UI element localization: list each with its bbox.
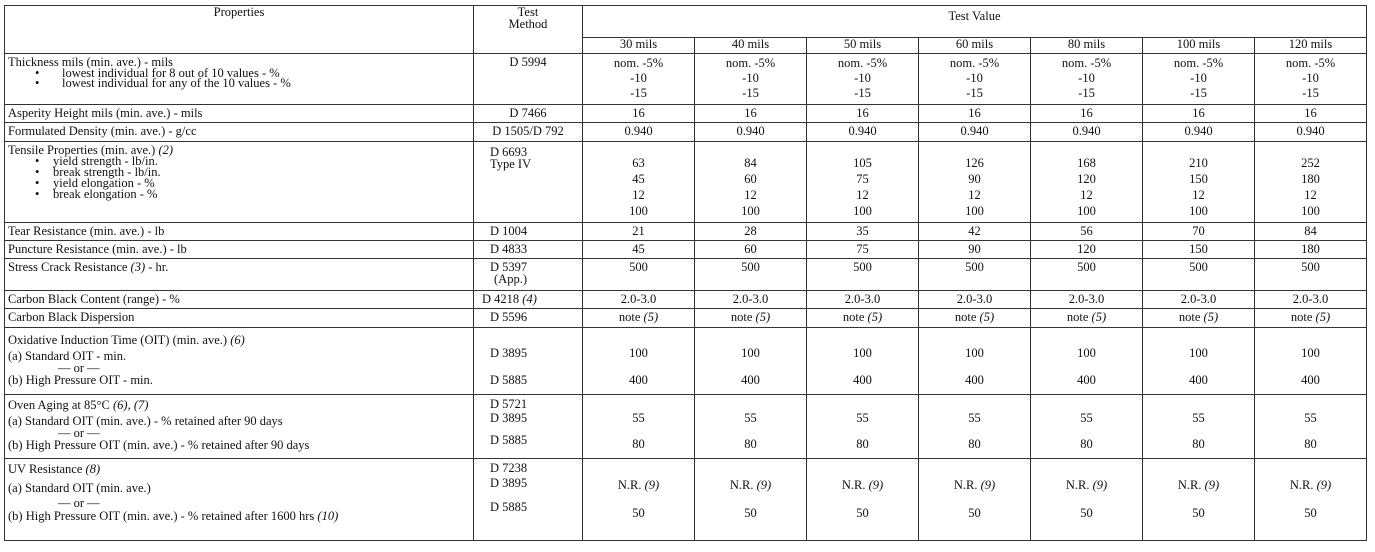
property-line: (a) Standard OIT - min. [8,349,127,363]
test-value: 500 [807,259,919,291]
or-separator: — or — [58,496,100,510]
bullet-icon: • [35,66,40,80]
footnote-ref: (4) [522,292,537,306]
test-value: 60 [744,172,757,186]
test-value: -10 [1190,71,1207,85]
test-value: 16 [1255,105,1367,123]
test-value: 55 [856,411,869,425]
test-value-cell [1031,395,1143,459]
test-value: -10 [854,71,871,85]
bullet-icon: • [35,76,40,90]
test-value: 80 [1304,437,1317,451]
test-value: 100 [629,204,648,218]
test-value: 75 [856,172,869,186]
property-title: Asperity Height mils (min. ave.) - mils [5,105,474,123]
test-value-cell [919,459,1031,541]
test-value: -15 [1190,86,1207,100]
test-value: 210 [1189,156,1208,170]
test-value: 100 [1189,346,1208,360]
table-row-carbon-black-content [5,291,1367,309]
test-value: -10 [1078,71,1095,85]
table-row-carbon-black-dispersion [5,309,1367,328]
test-value: 100 [853,204,872,218]
property-line: (b) High Pressure OIT (min. ave.) - % retained after 90 days [8,438,310,452]
property-title: Tear Resistance (min. ave.) - lb [5,223,474,241]
header-thickness-60: 60 mils [919,38,1031,54]
test-method: D 1004 [474,223,583,241]
property-bullet: break elongation - % [53,187,158,201]
test-value: 50 [1304,506,1317,520]
property-unit: - hr. [148,260,169,274]
test-value-cell [807,142,919,223]
test-value: 100 [853,346,872,360]
test-value: 55 [968,411,981,425]
test-value: N.R. [1289,478,1314,492]
property-bullet: lowest individual for any of the 10 values - % [62,76,291,90]
test-value: nom. -5% [949,56,1000,70]
test-value: 100 [965,204,984,218]
property-line: (a) Standard OIT (min. ave.) - % retained after 90 days [8,414,283,428]
test-value-cell [1255,395,1367,459]
footnote-ref: (9) [1092,478,1108,492]
test-method: D 4218 [482,292,520,306]
test-method-cell [474,259,583,291]
test-value: note [1066,310,1089,324]
property-line: (b) High Pressure OIT (min. ave.) - % retained after 1600 hrs [8,509,315,523]
property-title: UV Resistance [8,462,83,476]
test-value: 56 [1031,223,1143,241]
test-value: 84 [1255,223,1367,241]
test-value: -15 [630,86,647,100]
test-value: 400 [1189,373,1208,387]
test-value: 50 [744,506,757,520]
or-separator: — or — [58,361,100,375]
test-value: N.R. [841,478,866,492]
test-value-cell [583,328,695,395]
test-method: D 3895 [490,346,528,360]
test-value-cell [695,142,807,223]
test-value: 42 [919,223,1031,241]
test-value: N.R. [1177,478,1202,492]
test-value: 400 [1301,373,1320,387]
test-value-cell [1143,142,1255,223]
test-value-cell [1255,54,1367,105]
test-value: 120 [1077,172,1096,186]
test-value: 100 [1189,204,1208,218]
test-value: 0.940 [583,123,695,142]
header-test-method: Test Method [474,6,583,54]
header-thickness-100: 100 mils [1143,38,1255,54]
test-method: D 5885 [490,433,528,447]
test-value: 55 [744,411,757,425]
test-value: 105 [853,156,872,170]
test-value-cell [695,54,807,105]
test-value: 500 [1255,259,1367,291]
test-value: -10 [630,71,647,85]
test-value-cell [919,395,1031,459]
test-value: 35 [807,223,919,241]
property-title: Tensile Properties (min. ave.) [8,143,156,157]
footnote-ref: (9) [1204,478,1220,492]
test-value: N.R. [729,478,754,492]
test-value: -15 [854,86,871,100]
table-row-density [5,123,1367,142]
property-title: Puncture Resistance (min. ave.) - lb [5,241,474,259]
test-value: -10 [966,71,983,85]
test-value: 50 [1080,506,1093,520]
test-value: 16 [583,105,695,123]
test-value-cell [919,309,1031,328]
header-thickness-120: 120 mils [1255,38,1367,54]
test-method: D 1505/D 792 [474,123,583,142]
test-method: D 5596 [474,309,583,328]
test-value: -15 [1302,86,1319,100]
test-value: 55 [632,411,645,425]
property-title: Oven Aging at 85°C [8,398,110,412]
test-value-cell [583,54,695,105]
test-value: 500 [1143,259,1255,291]
test-value: 80 [1192,437,1205,451]
footnote-ref: (9) [756,478,772,492]
test-value: 50 [968,506,981,520]
footnote-ref: (9) [1316,478,1332,492]
table-row-stress-crack [5,259,1367,291]
test-value-cell [1143,459,1255,541]
footnote-ref: (5) [867,310,883,324]
table-row-thickness [5,54,1367,105]
test-value: -15 [742,86,759,100]
footnote-ref: (2) [158,143,174,157]
test-value-cell [695,395,807,459]
test-value: 2.0-3.0 [695,291,807,309]
test-value-cell [1031,309,1143,328]
test-value: 100 [1301,204,1320,218]
test-value-cell [1031,142,1143,223]
test-method: D 5721 [490,397,528,411]
property-title: Stress Crack Resistance [8,260,128,274]
test-value: -10 [742,71,759,85]
test-value: 180 [1301,172,1320,186]
test-value: N.R. [1065,478,1090,492]
footnote-ref: (5) [979,310,995,324]
test-value: 50 [856,506,869,520]
test-value: 75 [807,241,919,259]
test-value: nom. -5% [1061,56,1112,70]
test-value: 0.940 [1143,123,1255,142]
test-value: 80 [1080,437,1093,451]
test-value-cell [919,142,1031,223]
test-value: 400 [1077,373,1096,387]
test-method: D 5885 [490,373,528,387]
test-value: nom. -5% [837,56,888,70]
property-cell [5,54,474,105]
test-value: 80 [968,437,981,451]
property-bullet: lowest individual for 8 out of 10 values - % [62,66,280,80]
test-value: 80 [744,437,757,451]
test-value: nom. -5% [613,56,664,70]
test-value-cell [807,309,919,328]
test-value-cell [583,142,695,223]
test-value: 400 [629,373,648,387]
test-value-cell [1143,395,1255,459]
test-method-cell [474,328,583,395]
test-method: D 3895 [490,476,528,490]
test-value: 150 [1189,172,1208,186]
header-thickness-30: 30 mils [583,38,695,54]
test-value: -10 [1302,71,1319,85]
test-value: 90 [968,172,981,186]
test-value-cell [1143,328,1255,395]
test-value: note [618,310,641,324]
test-value: 126 [965,156,984,170]
table-row-uv-resistance [5,459,1367,541]
footnote-ref: (5) [755,310,771,324]
header-thickness-40: 40 mils [695,38,807,54]
test-value-cell [919,328,1031,395]
table-row-tear [5,223,1367,241]
test-value: -15 [966,86,983,100]
property-cell [5,142,474,223]
test-value: note [954,310,977,324]
property-cell [5,259,474,291]
test-value: 400 [853,373,872,387]
test-value: 60 [695,241,807,259]
header-thickness-80: 80 mils [1031,38,1143,54]
test-value: 2.0-3.0 [919,291,1031,309]
footnote-ref: (3) [130,260,146,274]
test-value: 12 [856,188,869,202]
test-value: 400 [965,373,984,387]
test-value: 100 [1077,346,1096,360]
header-test-value: Test Value [583,6,1367,38]
test-value: note [1178,310,1201,324]
test-method: D 4833 [474,241,583,259]
test-value-cell [1031,328,1143,395]
test-method-cell [474,291,583,309]
test-value: 12 [968,188,981,202]
table-row-oit [5,328,1367,395]
or-separator: — or — [58,426,100,440]
test-value: 400 [741,373,760,387]
table-row-tensile [5,142,1367,223]
test-value: 16 [807,105,919,123]
test-method: D 3895 [490,411,528,425]
test-value-cell [1143,54,1255,105]
footnote-ref: (9) [868,478,884,492]
test-value: 2.0-3.0 [583,291,695,309]
test-value: 252 [1301,156,1320,170]
test-value-cell [1255,309,1367,328]
test-method: D 7238 [490,461,528,475]
test-value-cell [807,54,919,105]
test-value: 70 [1143,223,1255,241]
test-value-cell [807,395,919,459]
test-value-cell [1255,459,1367,541]
test-value: 2.0-3.0 [1031,291,1143,309]
test-value: 0.940 [919,123,1031,142]
test-value: 50 [1192,506,1205,520]
test-value: 28 [695,223,807,241]
footnote-ref: (9) [980,478,996,492]
test-value-cell [1143,309,1255,328]
test-value: 16 [1143,105,1255,123]
test-method: D 5885 [490,500,528,514]
test-value-cell [807,328,919,395]
test-value-cell [695,328,807,395]
bullet-icon: • [35,187,40,201]
bullet-icon: • [35,165,40,179]
bullet-icon: • [35,176,40,190]
test-value-cell [1255,142,1367,223]
footnote-ref: (5) [1203,310,1219,324]
test-value: 12 [632,188,645,202]
test-value: 120 [1031,241,1143,259]
test-value-cell [583,459,695,541]
test-value: nom. -5% [1285,56,1336,70]
test-method: D 5994 [474,54,583,105]
test-value: 500 [919,259,1031,291]
test-value-cell [1031,459,1143,541]
test-value: 2.0-3.0 [1255,291,1367,309]
test-value: 55 [1080,411,1093,425]
test-value-cell [1255,328,1367,395]
property-bullet: yield strength - lb/in. [53,154,158,168]
footnote-ref: (5) [1315,310,1331,324]
test-value: note [842,310,865,324]
test-value: 100 [629,346,648,360]
test-value: 0.940 [1031,123,1143,142]
test-value: 12 [1080,188,1093,202]
property-bullet: yield elongation - % [53,176,155,190]
test-value-cell [807,459,919,541]
test-value: 50 [632,506,645,520]
test-value-cell [1031,54,1143,105]
header-properties: Properties [5,6,474,54]
footnote-ref: (6), (7) [113,398,149,412]
property-cell [5,328,474,395]
test-value: nom. -5% [1173,56,1224,70]
test-value: 16 [919,105,1031,123]
property-line: (b) High Pressure OIT - min. [8,373,153,387]
test-value: 2.0-3.0 [1143,291,1255,309]
test-value: 12 [1192,188,1205,202]
bullet-icon: • [35,154,40,168]
footnote-ref: (9) [644,478,660,492]
test-value: 16 [695,105,807,123]
test-value: 0.940 [695,123,807,142]
test-value: 150 [1143,241,1255,259]
test-method: Type IV [490,157,532,171]
test-value: 100 [965,346,984,360]
test-value: 500 [1031,259,1143,291]
specification-table [4,5,1367,541]
property-title: Carbon Black Dispersion [5,309,474,328]
test-value: 80 [632,437,645,451]
test-value: 55 [1192,411,1205,425]
test-value: nom. -5% [725,56,776,70]
footnote-ref: (5) [1091,310,1107,324]
test-value: 90 [919,241,1031,259]
test-method: D 7466 [474,105,583,123]
test-value: 2.0-3.0 [807,291,919,309]
table-row-oven-aging [5,395,1367,459]
test-method: (App.) [494,272,527,286]
property-title: Formulated Density (min. ave.) - g/cc [5,123,474,142]
test-value: note [1290,310,1313,324]
test-value-cell [695,459,807,541]
test-value: 80 [856,437,869,451]
test-value: 100 [741,204,760,218]
footnote-ref: (10) [317,509,339,523]
test-value: 16 [1031,105,1143,123]
test-value: -15 [1078,86,1095,100]
test-method: D 5397 [490,260,528,274]
test-value: 84 [744,156,757,170]
test-value-cell [583,395,695,459]
footnote-ref: (6) [230,333,245,347]
test-value: 0.940 [1255,123,1367,142]
test-value: 100 [741,346,760,360]
property-bullet: break strength - lb/in. [53,165,161,179]
footnote-ref: (5) [643,310,659,324]
property-title: Thickness mils (min. ave.) - mils [8,55,173,69]
test-value: note [730,310,753,324]
property-title: Carbon Black Content (range) - % [5,291,474,309]
test-value: 100 [1301,346,1320,360]
test-value: 55 [1304,411,1317,425]
test-value: 12 [1304,188,1317,202]
property-title: Oxidative Induction Time (OIT) (min. ave.) [8,333,228,347]
header-thickness-50: 50 mils [807,38,919,54]
test-method-cell [474,395,583,459]
property-cell [5,395,474,459]
test-value: 45 [632,172,645,186]
test-value: 500 [695,259,807,291]
test-value: 500 [583,259,695,291]
test-value: 12 [744,188,757,202]
table-row-puncture [5,241,1367,259]
property-line: (a) Standard OIT (min. ave.) [8,481,151,495]
test-value: 0.940 [807,123,919,142]
test-value: 100 [1077,204,1096,218]
test-value-cell [583,309,695,328]
footnote-ref: (8) [85,462,101,476]
test-value: 168 [1077,156,1096,170]
table-row-asperity [5,105,1367,123]
test-value-cell [695,309,807,328]
test-value: 63 [632,156,645,170]
test-value: N.R. [617,478,642,492]
test-method-cell [474,459,583,541]
test-value: N.R. [953,478,978,492]
property-cell [5,459,474,541]
test-value: 21 [583,223,695,241]
test-value: 180 [1255,241,1367,259]
test-value-cell [919,54,1031,105]
test-method-cell [474,142,583,223]
test-method: D 6693 [490,145,528,159]
test-value: 45 [583,241,695,259]
